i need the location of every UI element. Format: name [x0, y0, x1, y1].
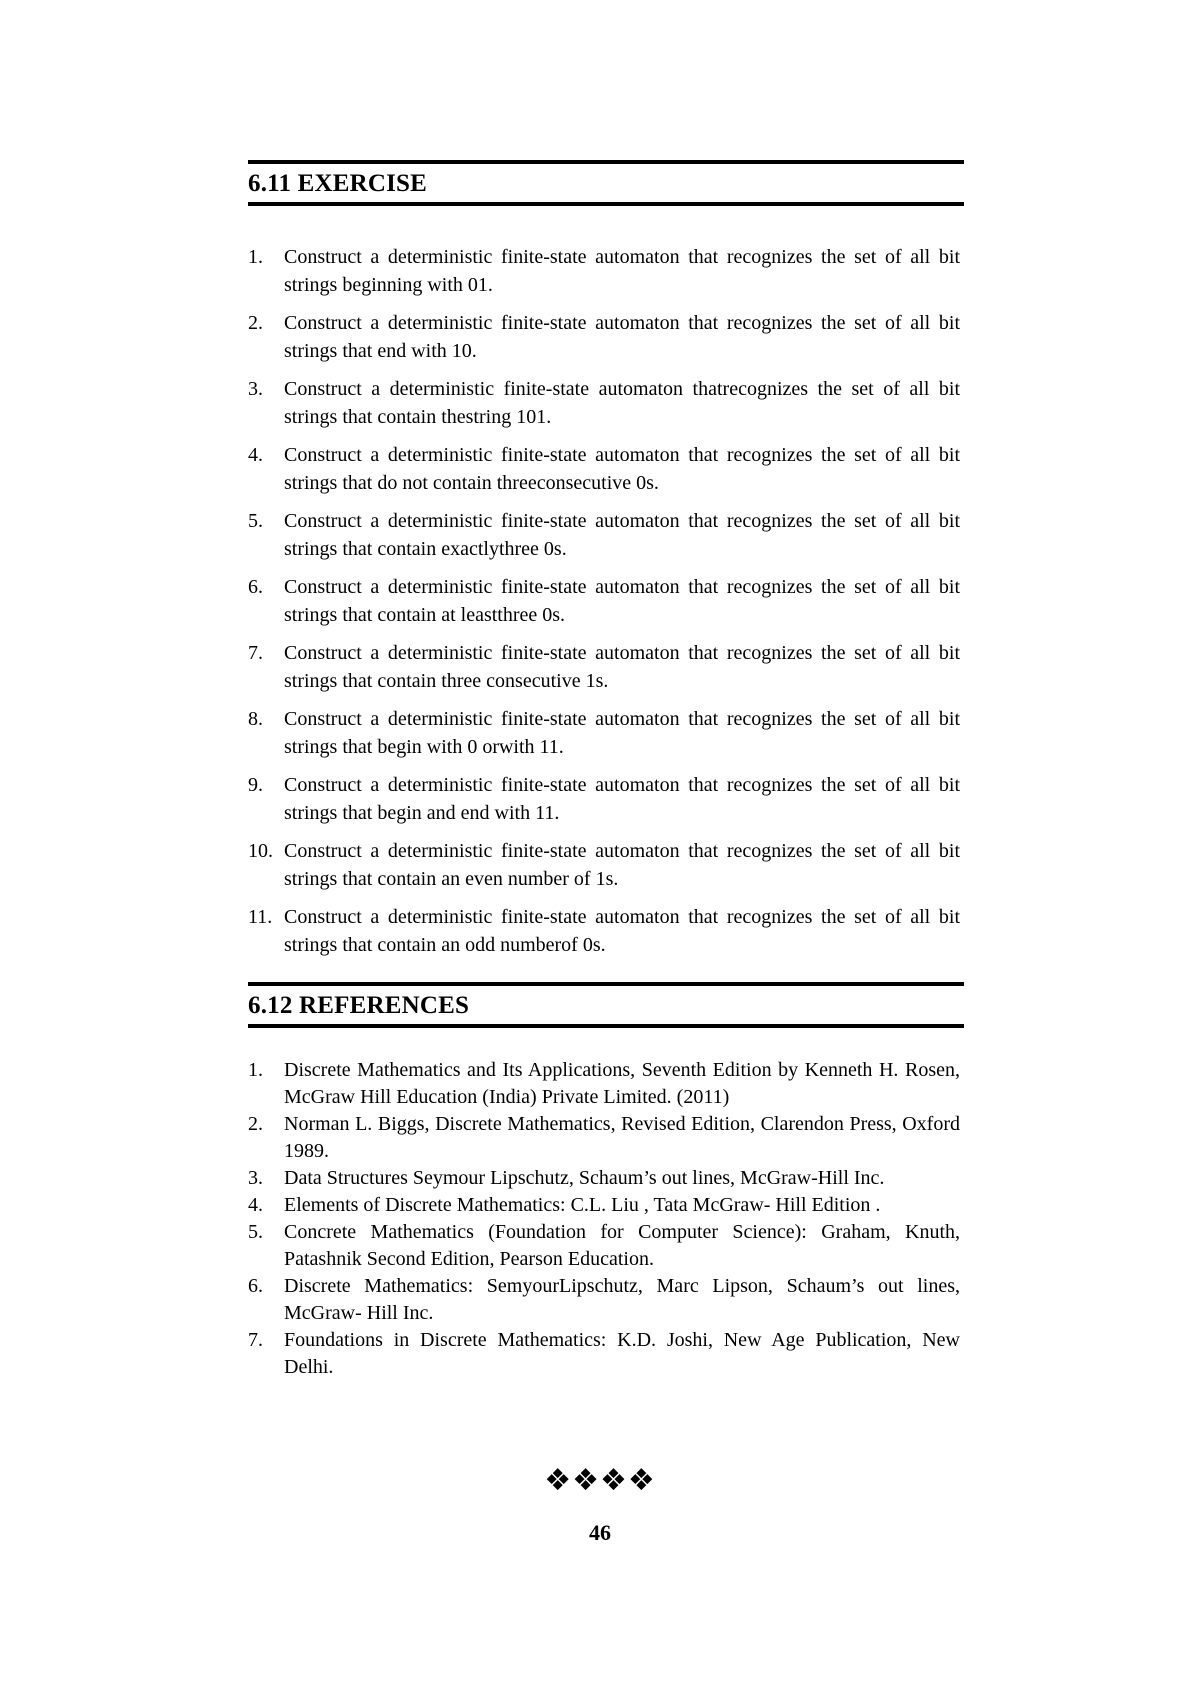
item-number: 1. [248, 1059, 263, 1081]
list-item [248, 1192, 960, 1219]
item-number: 2. [248, 312, 263, 334]
list-item [248, 1057, 960, 1111]
item-text: Discrete Mathematics and Its Applications, Seventh Edition by Kenneth H. Rosen, McGraw Hill Education (India) Private Limited. (2011) [284, 1059, 960, 1108]
list-item [248, 1219, 960, 1273]
item-text: Construct a deterministic finite-state automaton that recognizes the set of all bit strings beginning with 01. [284, 246, 960, 296]
item-number: 7. [248, 642, 263, 664]
list-item [248, 1165, 960, 1192]
references-heading: 6.12 REFERENCES [248, 991, 470, 1019]
item-text: Construct a deterministic finite-state automaton thatrecognizes the set of all bit strings that contain thestring 101. [284, 378, 960, 428]
item-text: Discrete Mathematics: SemyourLipschutz, Marc Lipson, Schaum’s out lines, McGraw- Hill Inc. [284, 1275, 960, 1324]
list-item [248, 574, 960, 629]
item-number: 5. [248, 510, 263, 532]
item-text: Construct a deterministic finite-state automaton that recognizes the set of all bit strings that contain an odd numberof 0s. [284, 906, 960, 956]
item-number: 6. [248, 576, 263, 598]
item-number: 10. [248, 840, 273, 862]
item-number: 9. [248, 774, 263, 796]
list-item [248, 244, 960, 299]
list-item [248, 838, 960, 893]
references-heading-band [248, 982, 964, 1028]
item-number: 6. [248, 1275, 263, 1297]
item-number: 1. [248, 246, 263, 268]
list-item [248, 1111, 960, 1165]
list-item [248, 376, 960, 431]
item-number: 11. [248, 906, 273, 928]
ornament-divider-icon: ❖❖❖❖ [544, 1463, 656, 1498]
item-text: Construct a deterministic finite-state automaton that recognizes the set of all bit strings that end with 10. [284, 312, 960, 362]
item-number: 3. [248, 378, 263, 400]
list-item [248, 442, 960, 497]
exercise-list [248, 244, 960, 970]
page-number: 46 [589, 1520, 611, 1545]
item-text: Construct a deterministic finite-state automaton that recognizes the set of all bit strings that begin and end with 11. [284, 774, 960, 824]
list-item [248, 706, 960, 761]
item-text: Construct a deterministic finite-state automaton that recognizes the set of all bit strings that contain three consecutive 1s. [284, 642, 960, 692]
item-text: Data Structures Seymour Lipschutz, Schaum’s out lines, McGraw-Hill Inc. [284, 1167, 885, 1189]
list-item [248, 1273, 960, 1327]
exercise-heading-band [248, 160, 964, 206]
list-item [248, 1327, 960, 1381]
item-number: 5. [248, 1221, 263, 1243]
item-text: Concrete Mathematics (Foundation for Computer Science): Graham, Knuth, Patashnik Second Edition, Pearson Education. [284, 1221, 960, 1270]
item-text: Elements of Discrete Mathematics: C.L. Liu , Tata McGraw- Hill Edition . [284, 1194, 881, 1216]
references-list [248, 1057, 960, 1381]
exercise-heading: 6.11 EXERCISE [248, 169, 428, 197]
item-text: Construct a deterministic finite-state automaton that recognizes the set of all bit strings that contain an even number of 1s. [284, 840, 960, 890]
item-text: Construct a deterministic finite-state automaton that recognizes the set of all bit strings that begin with 0 orwith 11. [284, 708, 960, 758]
item-text: Construct a deterministic finite-state automaton that recognizes the set of all bit strings that contain at leastthree 0s. [284, 576, 960, 626]
item-text: Foundations in Discrete Mathematics: K.D. Joshi, New Age Publication, New Delhi. [284, 1329, 960, 1378]
list-item [248, 640, 960, 695]
list-item [248, 772, 960, 827]
list-item [248, 508, 960, 563]
item-number: 3. [248, 1167, 263, 1189]
item-text: Construct a deterministic finite-state automaton that recognizes the set of all bit strings that contain exactlythree 0s. [284, 510, 960, 560]
item-number: 2. [248, 1113, 263, 1135]
list-item [248, 904, 960, 959]
item-text: Norman L. Biggs, Discrete Mathematics, Revised Edition, Clarendon Press, Oxford 1989. [284, 1113, 960, 1162]
item-number: 4. [248, 444, 263, 466]
list-item [248, 310, 960, 365]
item-number: 7. [248, 1329, 263, 1351]
item-number: 4. [248, 1194, 263, 1216]
item-number: 8. [248, 708, 263, 730]
item-text: Construct a deterministic finite-state automaton that recognizes the set of all bit strings that do not contain threeconsecutive 0s. [284, 444, 960, 494]
